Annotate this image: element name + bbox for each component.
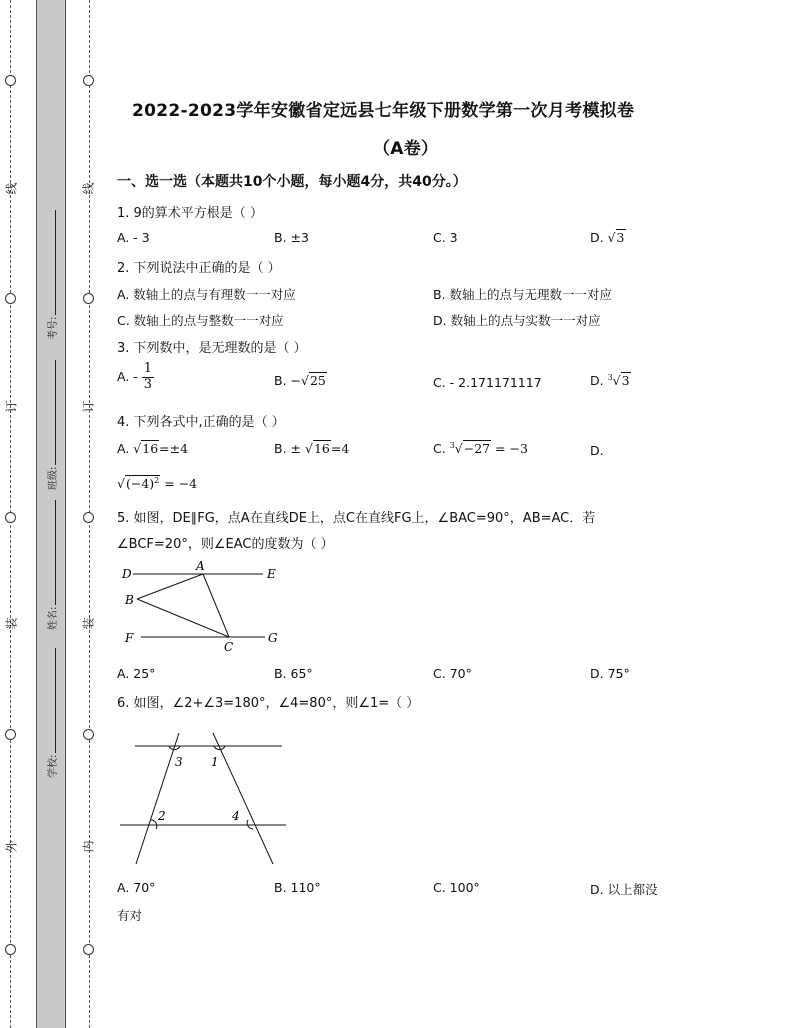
radicand: 3 (616, 230, 625, 245)
label-g: G (268, 631, 278, 645)
label-e: E (267, 567, 276, 581)
label-f: F (125, 631, 134, 645)
option-d: D. √3 (590, 230, 625, 245)
binding-hole (5, 729, 16, 740)
label-c: C (224, 640, 234, 654)
binding-hole (83, 75, 94, 86)
option-b: B. 数轴上的点与无理数一一对应 (433, 287, 613, 302)
binding-hole (5, 944, 16, 955)
q6-figure (115, 730, 295, 870)
binding-hole (83, 729, 94, 740)
option-d: D. (590, 443, 604, 458)
school-field: 学校: (44, 648, 59, 778)
label-b: B (125, 593, 134, 607)
exam-number-field: 考号: (44, 210, 59, 340)
binding-hole (5, 75, 16, 86)
option-d: D. 数轴上的点与实数一一对应 (433, 313, 601, 328)
label-3: 3 (175, 755, 183, 769)
option-a: A. - 3 (117, 230, 150, 245)
option-b: B. ±3 (274, 230, 309, 245)
binding-hole (83, 512, 94, 523)
label-1: 1 (211, 755, 219, 769)
option-b: B. ± √16=4 (274, 441, 350, 456)
option-c: C. $^3$√−27 = −3 (433, 441, 528, 457)
option-d: D. $^3$√3 (590, 373, 630, 389)
option-a: A. 数轴上的点与有理数一一对应 (117, 287, 296, 302)
binding-hole (5, 512, 16, 523)
option-b: B. 65° (274, 666, 313, 681)
option-c: C. 100° (433, 880, 480, 895)
margin-char: 线 (4, 182, 19, 195)
option-a: A. - $\frac{1}{3}$ (117, 361, 153, 392)
option-a: A. √16=±4 (117, 441, 189, 456)
binding-hole (83, 293, 94, 304)
margin-char: 装 (81, 617, 96, 630)
margin-char: 内 (81, 840, 96, 853)
label-4: 4 (232, 809, 240, 823)
binding-hole (83, 944, 94, 955)
option-c: C. 70° (433, 666, 472, 681)
fraction: $\frac{1}{3}$ (143, 361, 153, 392)
right-transversal (213, 733, 273, 864)
question-stem-cont: ∠BCF=20°，则∠EAC的度数为（ ） (117, 537, 334, 552)
left-transversal (136, 733, 179, 864)
question-stem: 3. 下列数中，是无理数的是（ ） (117, 341, 307, 356)
option-c: C. 3 (433, 230, 458, 245)
option-b: B. 110° (274, 880, 321, 895)
margin-char: 外 (4, 840, 19, 853)
section-heading: 一、选一选（本题共10个小题，每小题4分，共40分。） (117, 174, 467, 190)
binding-hole (5, 293, 16, 304)
margin-char: 订 (4, 400, 19, 413)
question-stem: 5. 如图，DE∥FG，点A在直线DE上，点C在直线FG上，∠BAC=90°，AB=AC．若 (117, 511, 596, 526)
option-d: D. 以上都没 (590, 882, 658, 897)
label-a: A (196, 559, 205, 573)
class-field: 班级: (44, 360, 59, 490)
question-stem: 4. 下列各式中,正确的是（ ） (117, 415, 285, 430)
q5-figure (115, 556, 295, 656)
label-2: 2 (158, 809, 166, 823)
option-a: A. 70° (117, 880, 156, 895)
option-b: B. −√25 (274, 373, 326, 388)
margin-char: 订 (81, 400, 96, 413)
question-stem: 6. 如图，∠2+∠3=180°，∠4=80°，则∠1=（ ） (117, 696, 420, 711)
option-d-formula: $√(-4)^2 = -4$ (117, 476, 198, 492)
option-c: C. 数轴上的点与整数一一对应 (117, 313, 284, 328)
question-stem: 2. 下列说法中正确的是（ ） (117, 261, 281, 276)
question-stem: 1. 9的算术平方根是（ ） (117, 206, 263, 221)
option-a: A. 25° (117, 666, 156, 681)
segment-ab (137, 574, 203, 599)
option-d: D. 75° (590, 666, 630, 681)
margin-char: 装 (4, 617, 19, 630)
exam-subtitle: （A卷） (373, 139, 439, 159)
label-d: D (122, 567, 132, 581)
exam-title: 2022-2023学年安徽省定远县七年级下册数学第一次月考模拟卷 (132, 101, 635, 121)
option-c: C. - 2.171171117 (433, 375, 542, 390)
option-d-cont: 有对 (117, 908, 143, 923)
margin-char: 线 (81, 182, 96, 195)
name-field: 姓名: (44, 500, 59, 630)
